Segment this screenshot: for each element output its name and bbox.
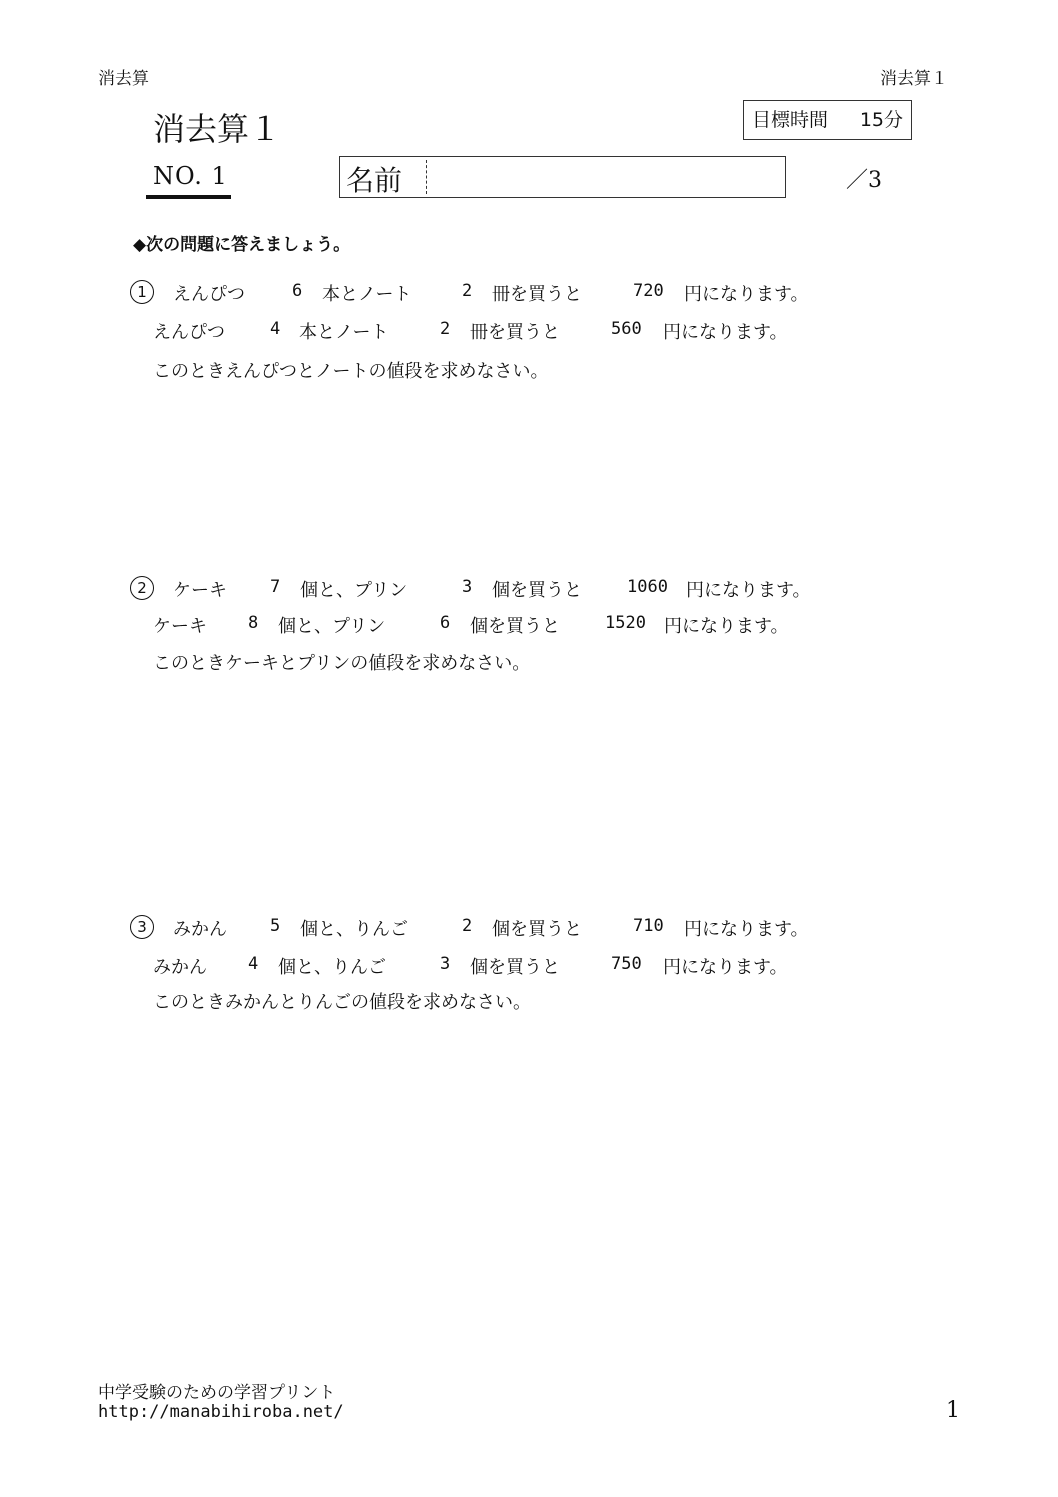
page-number: 1 (946, 1398, 960, 1423)
q2-l1-a: ケーキ (173, 580, 227, 601)
footer-text: 中学受験のための学習プリント (98, 1383, 336, 1403)
q1-l1-f: 720 (633, 281, 664, 301)
q3-l2-e: 個を買うと (470, 957, 560, 978)
q3-l2-g: 円になります。 (663, 957, 788, 978)
q2-l1-c: 個と、プリン (300, 580, 408, 601)
q1-l2-c: 本とノート (299, 322, 389, 343)
q2-l1-f: 1060 (627, 577, 668, 597)
q1-l1-c: 本とノート (322, 284, 412, 305)
q2-l2-g: 円になります。 (664, 616, 789, 637)
q1-l1-b: 6 (292, 281, 303, 301)
q2-l1-e: 個を買うと (492, 580, 582, 601)
question-1-line-1 (130, 280, 154, 304)
question-3-number: 3 (130, 915, 154, 939)
q1-l2-e: 冊を買うと (470, 322, 560, 343)
q1-l1-g: 円になります。 (684, 284, 809, 305)
q3-l1-b: 5 (270, 916, 281, 936)
q1-l2-g: 円になります。 (663, 322, 788, 343)
q1-l1-e: 冊を買うと (492, 284, 582, 305)
page-title: 消去算１ (153, 110, 282, 148)
q1-l1-a: えんぴつ (173, 284, 245, 305)
question-2-line-1 (130, 576, 154, 600)
target-time-value: 15分 (859, 109, 903, 131)
q3-l2-c: 個と、りんご (278, 957, 386, 978)
q3-l1-f: 710 (633, 916, 664, 936)
q3-l2-b: 4 (248, 954, 259, 974)
q1-l2-b: 4 (270, 319, 281, 339)
target-time-label: 目標時間 (752, 109, 829, 131)
q3-l1-e: 個を買うと (492, 919, 582, 940)
q3-l2-f: 750 (611, 954, 642, 974)
q2-l2-a: ケーキ (153, 616, 207, 637)
q2-l2-d: 6 (440, 613, 451, 633)
q3-l1-a: みかん (173, 919, 227, 940)
score-total: ／3 (846, 168, 882, 193)
question-3-line-1 (130, 915, 154, 939)
footer-url[interactable]: http://manabihiroba.net/ (98, 1402, 344, 1422)
q2-l2-e: 個を買うと (470, 616, 560, 637)
q2-l3: このときケーキとプリンの値段を求めなさい。 (153, 653, 531, 674)
header-left: 消去算 (98, 69, 149, 89)
q3-l3: このときみかんとりんごの値段を求めなさい。 (153, 992, 531, 1013)
name-field[interactable] (339, 156, 786, 198)
question-1-number: 1 (130, 280, 154, 304)
q3-l2-d: 3 (440, 954, 451, 974)
q3-l2-a: みかん (153, 957, 207, 978)
q1-l3: このときえんぴつとノートの値段を求めなさい。 (153, 361, 549, 382)
q2-l2-c: 個と、プリン (278, 616, 386, 637)
header-right: 消去算１ (880, 69, 948, 89)
q1-l1-d: 2 (462, 281, 473, 301)
number-label: NO. 1 (153, 162, 228, 190)
q2-l1-d: 3 (462, 577, 473, 597)
q1-l2-a: えんぴつ (153, 322, 225, 343)
instruction: ◆次の問題に答えましょう。 (133, 235, 351, 255)
q2-l2-b: 8 (248, 613, 259, 633)
q1-l2-d: 2 (440, 319, 451, 339)
name-divider (426, 160, 427, 194)
q1-l2-f: 560 (611, 319, 642, 339)
number-underline (146, 195, 231, 199)
q3-l1-g: 円になります。 (684, 919, 809, 940)
q2-l1-g: 円になります。 (686, 580, 811, 601)
q2-l2-f: 1520 (605, 613, 646, 633)
question-2-number: 2 (130, 576, 154, 600)
q2-l1-b: 7 (270, 577, 281, 597)
q3-l1-d: 2 (462, 916, 473, 936)
name-label: 名前 (346, 164, 403, 197)
target-time-box (743, 100, 912, 140)
q3-l1-c: 個と、りんご (300, 919, 408, 940)
